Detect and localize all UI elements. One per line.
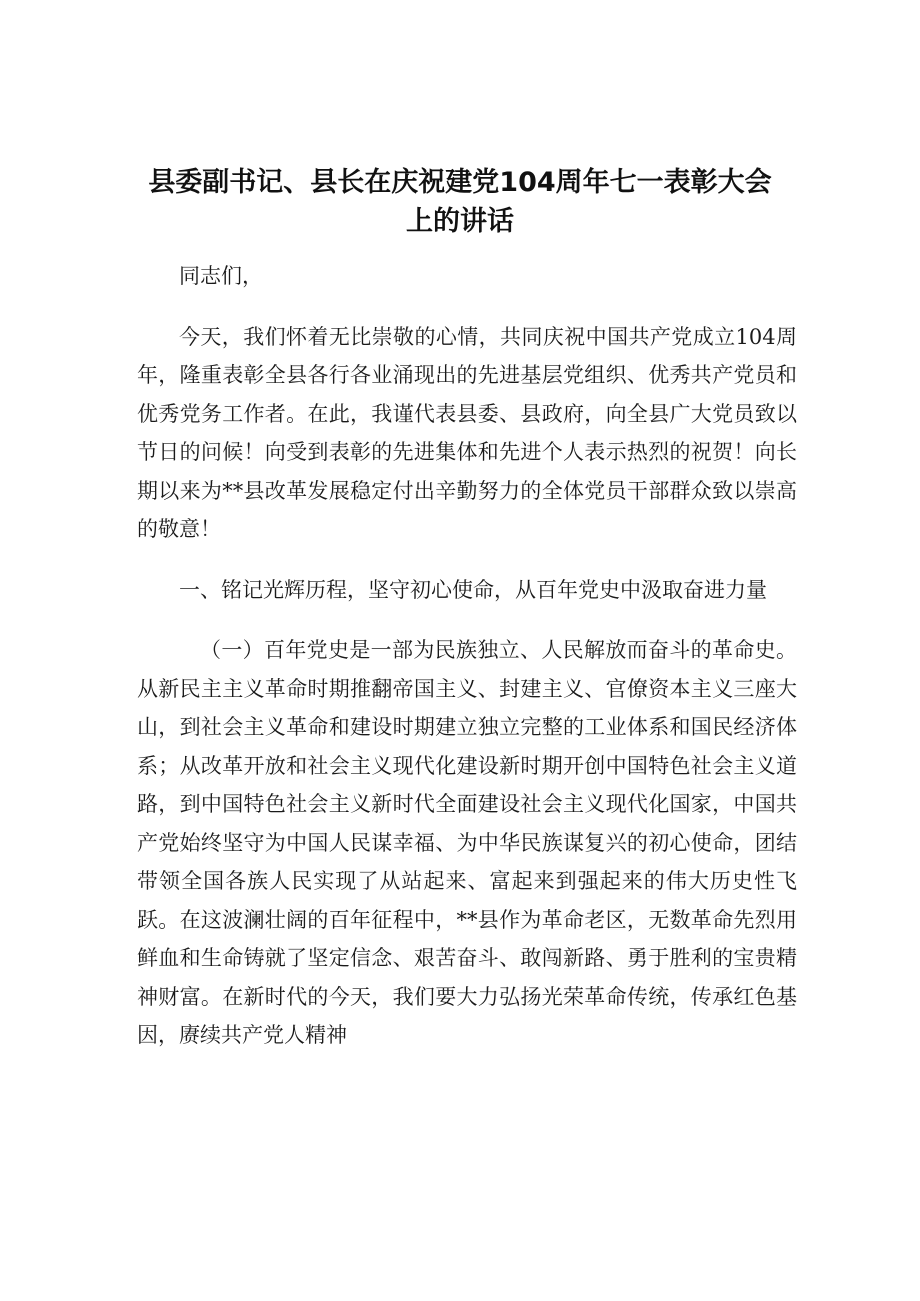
- paragraph: （一）百年党史是一部为民族独立、人民解放而奋斗的革命史。从新民主主义革命时期推翻帝国主义、封建主义、官僚资本主义三座大山，到社会主义革命和建设时期建立独立完整的工业体系和国民经济体系；从改革开放和社会主义现代化建设新时期开创中国特色社会主义道路，到中国特色社会主义新时代全面建设社会主义现代化国家，中国共产党始终坚守为中国人民谋幸福、为中华民族谋复兴的初心使命，团结带领全国各族人民实现了从站起来、富起来到强起来的伟大历史性飞跃。在这波澜壮阔的百年征程中，**县作为革命老区，无数革命先烈用鲜血和生命铸就了坚定信念、艰苦奋斗、敢闯新路、勇于胜利的宝贵精神财富。在新时代的今天，我们要大力弘扬光荣革命传统，传承红色基因，赓续共产党人精神: [137, 638, 797, 1047]
- paragraph: 今天，我们怀着无比崇敬的心情，共同庆祝中国共产党成立104周年，隆重表彰全县各行各业涌现出的先进基层党组织、优秀共产党员和优秀党务工作者。在此，我谨代表县委、县政府，向全县广大党员致以节日的问候！向受到表彰的先进集体和先进个人表示热烈的祝贺！向长期以来为**县改革发展稳定付出辛勤努力的全体党员干部群众致以崇高的敬意！: [137, 324, 797, 541]
- section-heading: 一、铭记光辉历程，坚守初心使命，从百年党史中汲取奋进力量: [179, 577, 767, 602]
- document-body: [137, 257, 797, 1055]
- document-title: 县委副书记、县长在庆祝建党104周年七一表彰大会上的讲话: [148, 167, 772, 237]
- greeting: 同志们，: [179, 264, 263, 288]
